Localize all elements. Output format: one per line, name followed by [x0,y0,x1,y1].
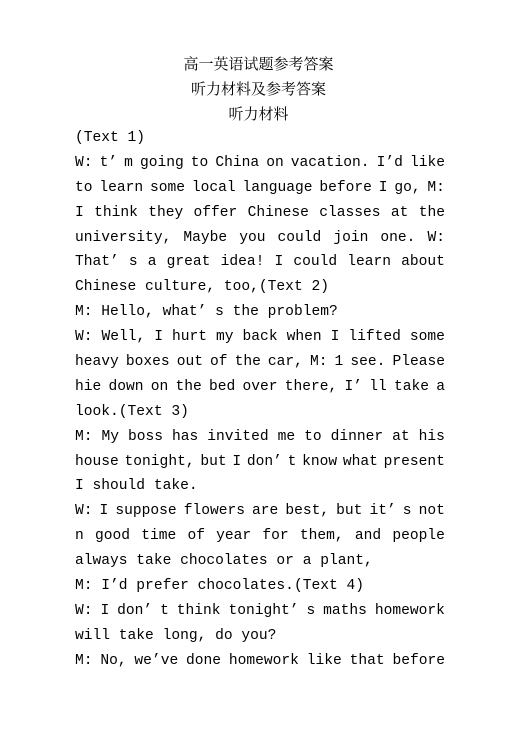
transcript-line: M: No, we’ve done homework like that before [75,652,445,669]
document-title: 高一英语试题参考答案 [183,55,334,73]
section-heading: 听力材料 [228,105,289,123]
transcript-line: That’ s a great idea! I could learn about [75,254,445,271]
transcript-line: will take long, do you? [75,627,277,644]
transcript-line: heavy boxes out of the car, M: 1 see. Please [75,354,445,371]
transcript-line: M: I’d prefer chocolates.(Text 4) [75,578,365,595]
transcript-line: W: Well, I hurt my back when I lifted some [75,329,445,346]
transcript-line: house tonight, but I don’ t know what present [75,453,445,470]
transcript-line: to learn some local language before I go, M: [75,179,445,196]
transcript-line: I think they offer Chinese classes at the [75,204,445,221]
listening-transcript [75,126,445,674]
transcript-line: M: Hello, what’ s the problem? [75,304,338,321]
transcript-line: university, Maybe you could join one. W: [75,229,445,246]
transcript-line: W: I suppose flowers are best, but it’ s not [75,503,445,520]
transcript-line: look.(Text 3) [75,403,189,420]
transcript-line: W: t’ m going to China on vacation. I’d like [75,154,445,171]
transcript-line: hie down on the bed over there, I’ ll take a [75,378,445,395]
transcript-line: I should take. [75,478,198,495]
document-subtitle: 听力材料及参考答案 [190,80,326,98]
transcript-line: always take chocolates or a plant, [75,553,373,570]
transcript-line: n good time of year for them, and people [75,528,445,545]
transcript-line: Chinese culture, too,(Text 2) [75,279,329,296]
transcript-line: (Text 1) [75,130,146,146]
transcript-line: W: I don’ t think tonight’ s maths homework [75,602,445,619]
transcript-line: M: My boss has invited me to dinner at his [75,428,445,445]
